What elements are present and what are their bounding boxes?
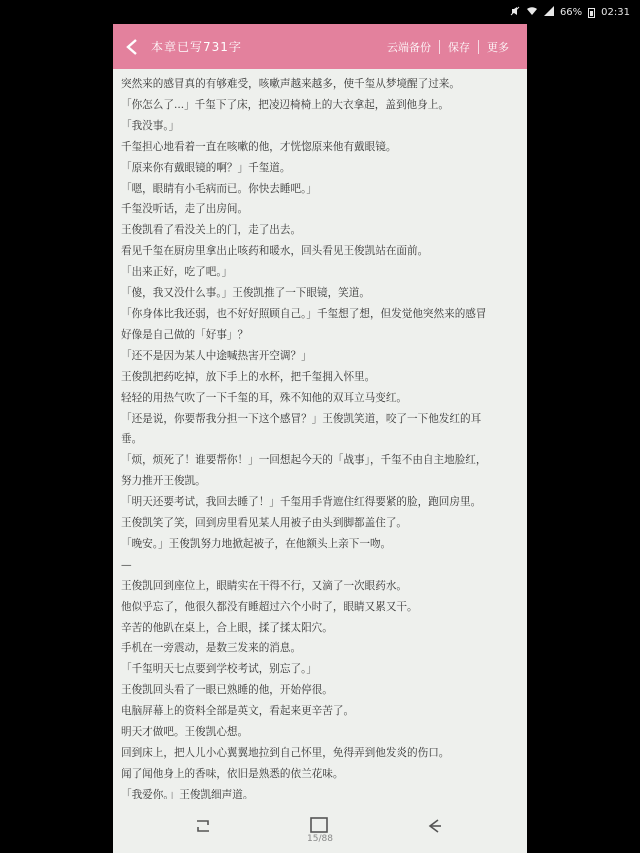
text-line: 「晚安。」王俊凯努力地掀起被子，在他额头上亲下一吻。: [121, 537, 392, 550]
text-line: 「原来你有戴眼镜的啊？」千玺道。: [121, 161, 291, 174]
text-line: 王俊凯把药吃掉，放下手上的水杯，把千玺拥入怀里。: [121, 370, 376, 383]
text-line: 「烦，烦死了！谁要帮你！」一回想起今天的「战事」，千玺不由自主地脸红，: [121, 454, 487, 467]
text-line: 千玺担心地看着一直在咳嗽的他，才恍惚原来他有戴眼镜。: [121, 140, 397, 153]
text-line: 辛苦的他趴在桌上，合上眼，揉了揉太阳穴。: [121, 621, 333, 634]
signal-icon: [544, 6, 554, 19]
text-line: 努力推开王俊凯。: [121, 475, 206, 488]
text-line: 「还不是因为某人中途喊热害开空调？」: [121, 349, 312, 362]
save-button[interactable]: 保存: [448, 40, 470, 54]
mute-icon: [510, 6, 520, 19]
text-line: 「你身体比我还弱，也不好好照顾自己。」千玺想了想，但发觉他突然来的感冒: [121, 307, 487, 320]
text-line: 「傻，我又没什么事。」王俊凯推了一下眼镜，笑道。: [121, 287, 370, 300]
app-screen: [113, 24, 527, 853]
text-line: 王俊凯回到座位上，眼睛实在干得不行，又滴了一次眼药水。: [121, 579, 408, 592]
text-line: 回到床上，把人儿小心翼翼地拉到自己怀里，免得弄到他发炎的伤口。: [121, 747, 450, 759]
text-line: 手机在一旁震动，是数三发来的消息。: [121, 642, 302, 655]
text-line: 「出来正好，吃了吧。」: [121, 266, 233, 279]
chapter-text-editor[interactable]: [121, 74, 519, 799]
clock: 02:31: [601, 7, 630, 18]
text-line: 垂。: [121, 433, 143, 446]
text-line: 他似乎忘了，他很久都没有睡超过六个小时了，眼睛又累又干。: [121, 600, 418, 613]
editor-toolbar: [113, 24, 527, 69]
text-line: 「还是说，你要帮我分担一下这个感冒？」王俊凯笑道，咬了一下他发红的耳: [121, 412, 482, 425]
text-line: 王俊凯看了看没关上的门，走了出去。: [121, 224, 302, 237]
text-line: 好像是自己做的「好事」？: [121, 328, 249, 341]
cloud-backup-button[interactable]: 云端备份: [387, 40, 431, 54]
battery-percent: 66%: [559, 7, 583, 18]
more-button[interactable]: 更多: [487, 40, 509, 54]
back-icon[interactable]: [419, 813, 449, 839]
chapter-word-count-title: 本章已写731字: [151, 40, 242, 54]
back-arrow-icon[interactable]: [121, 36, 143, 58]
page-counter: 15/88: [307, 834, 333, 844]
text-line: 闻了闻他身上的香味，依旧是熟悉的依兰花味。: [121, 767, 344, 780]
text-line: 电脑屏幕上的资料全部是英文，看起来更辛苦了。: [121, 705, 355, 718]
system-nav-bar: [113, 799, 527, 853]
text-line: 千玺没听话，走了出房间。: [121, 203, 249, 216]
text-line: 「千玺明天七点要到学校考试，别忘了。」: [121, 663, 317, 676]
text-line: 看见千玺在厨房里拿出止咳药和暖水，回头看见王俊凯站在面前。: [121, 245, 429, 258]
text-line: 「明天还要考试，我回去睡了！」千玺用手背遮住红得要紧的脸，跑回房里。: [121, 496, 482, 509]
text-line: 「嗯，眼睛有小毛病而已。你快去睡吧。」: [121, 182, 317, 195]
wifi-icon: [526, 6, 538, 19]
status-bar: [0, 0, 640, 24]
text-line: 「我爱你。」王俊凯细声道。: [121, 788, 254, 799]
scene-separator: —: [121, 558, 132, 571]
text-line: 轻轻的用热气吹了一下千玺的耳，殊不知他的双耳立马变红。: [121, 391, 408, 404]
text-line: 王俊凯笑了笑，回到房里看见某人用被子由头到脚都盖住了。: [121, 517, 408, 530]
text-line: 「你怎么了...」千玺下了床，把凌辺椅椅上的大衣拿起，盖到他身上。: [121, 98, 449, 111]
battery-icon: [588, 8, 595, 18]
text-line: 明天才做吧。王俊凯心想。: [121, 726, 249, 739]
text-line: 突然来的感冒真的有够难受，咳嗽声越来越多，使千玺从梦境醒了过来。: [121, 78, 460, 90]
text-line: 王俊凯回头看了一眼已熟睡的他，开始停很。: [121, 684, 333, 697]
text-line: 「我没事。」: [121, 119, 180, 132]
